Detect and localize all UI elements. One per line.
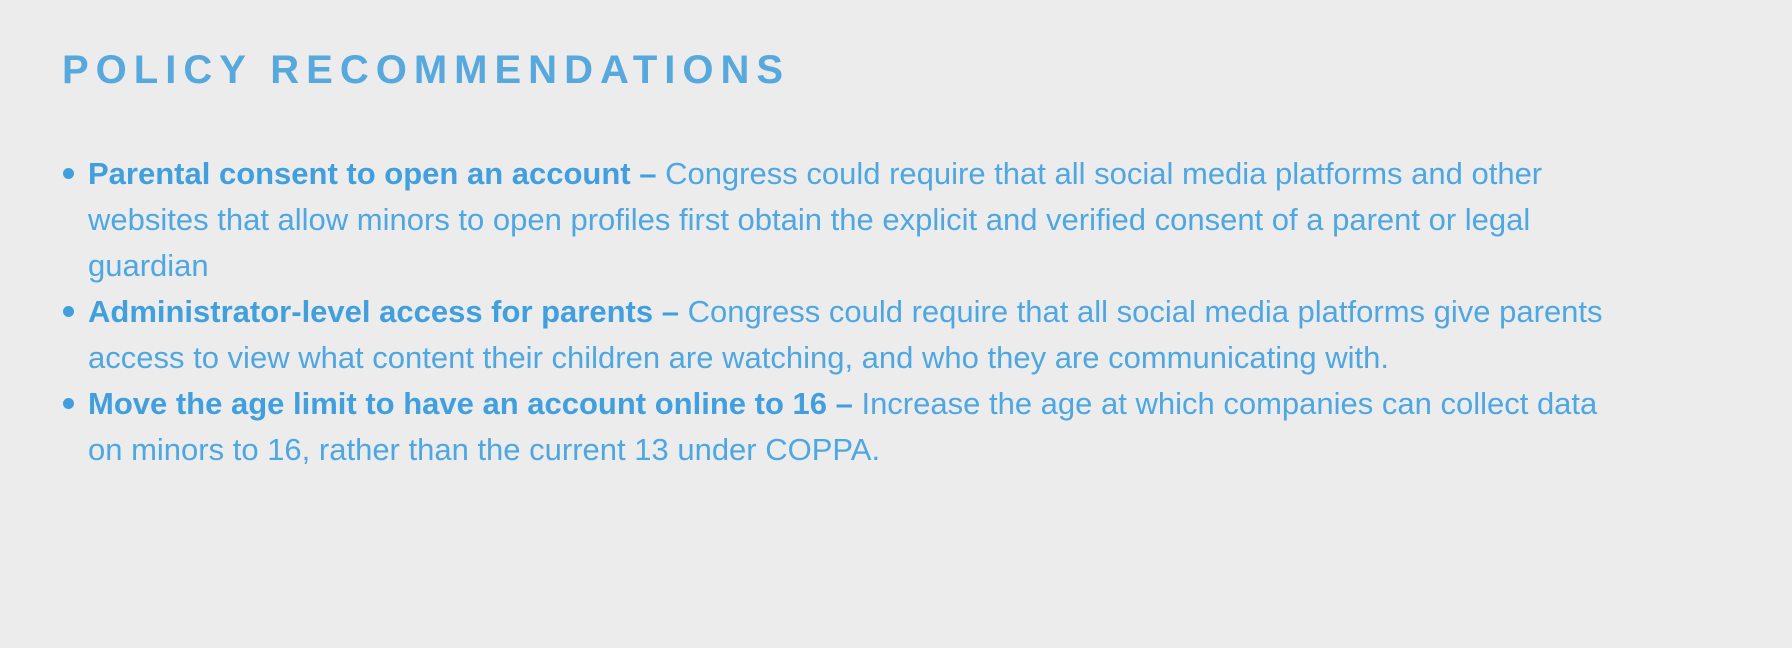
bullet-body: Increase the age at which companies can collect data on minors to 16, rather than the current 13 under COPPA. xyxy=(88,386,1598,467)
bullet-dot-icon xyxy=(63,306,74,317)
list-item xyxy=(62,289,1607,381)
list-item xyxy=(62,151,1607,289)
bullet-lead: Move the age limit to have an account online to 16 – xyxy=(88,386,862,421)
bullet-body: Congress could require that all social media platforms give parents access to view what content their children are watching, and who they are communicating with. xyxy=(88,294,1603,375)
bullet-body: Congress could require that all social media platforms and other websites that allow minors to open profiles first obtain the explicit and verified consent of a parent or legal guardian xyxy=(88,156,1543,283)
list-item xyxy=(62,381,1607,473)
bullet-lead: Administrator-level access for parents – xyxy=(88,294,688,329)
bullet-lead: Parental consent to open an account – xyxy=(88,156,666,191)
policy-bullet-list xyxy=(62,151,1607,473)
bullet-dot-icon xyxy=(63,168,74,179)
section-title: POLICY RECOMMENDATIONS xyxy=(62,48,791,92)
bullet-dot-icon xyxy=(63,398,74,409)
